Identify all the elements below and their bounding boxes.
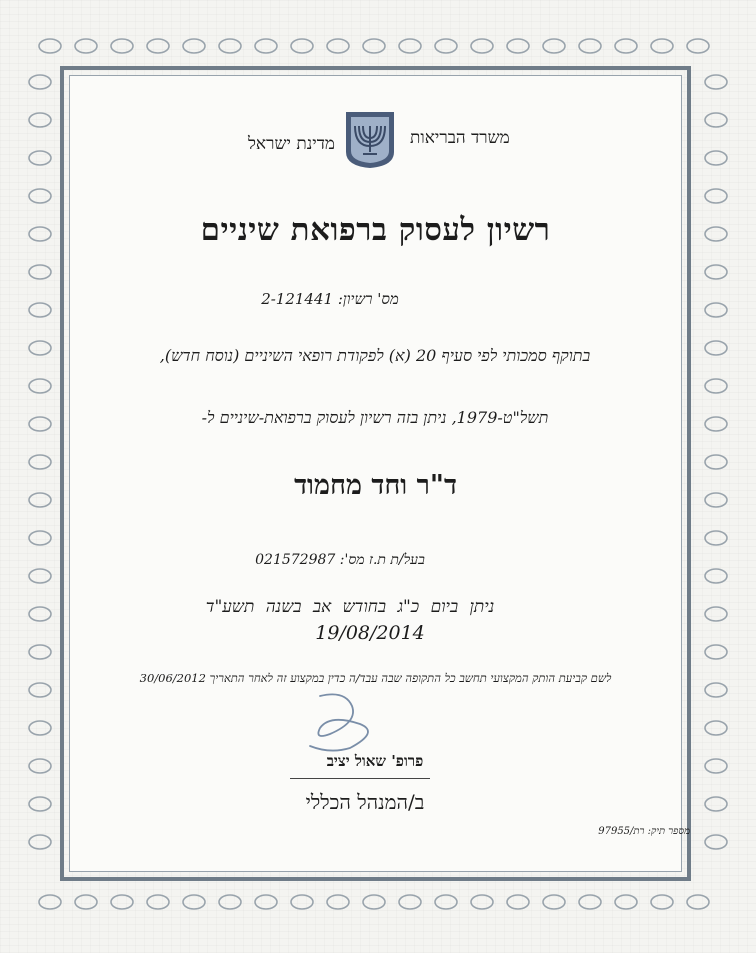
holder-id-number: בעל/ת ת.ז מס': 021572987	[255, 552, 425, 568]
menorah-emblem-icon	[342, 108, 398, 170]
handwritten-signature	[290, 688, 400, 758]
signatory-role: ב/המנהל הכללי	[305, 790, 425, 814]
header-ministry: משרד הבריאות	[410, 128, 510, 148]
seniority-note: לשם קביעת הותק המקצועי תחשב כל התקופה שבה עבד/ה כדין במקצוע זה לאחר התאריך 30/06/2012	[139, 671, 612, 685]
file-number: מספר תיק: רת/97955	[598, 826, 690, 837]
certificate-title: רשיון לעסוק ברפואת שיניים	[200, 212, 551, 248]
signature-line	[290, 778, 430, 779]
signatory-stamp: פרופ' שאול יציב	[326, 752, 424, 770]
authority-paragraph-line2: תשל"ט-1979, ניתן בזה רשיון לעסוק ברפואת-שיניים ל-	[201, 408, 549, 427]
issue-date-hebrew: ניתן ביום כ"ג בחודש אב בשנה תשע"ד	[205, 597, 495, 617]
issue-date-gregorian: 19/08/2014	[315, 622, 425, 644]
authority-paragraph-line1: בתוקף סמכותי לפי סעיף 20 (א) לפקודת רופאי השיניים (נוסח חדש),	[159, 346, 591, 365]
license-number: מס' רשיון: 2-121441	[261, 290, 399, 308]
license-holder-name: ד"ר וחד מחמוד	[294, 470, 457, 501]
header-country: מדינת ישראל	[247, 134, 335, 154]
